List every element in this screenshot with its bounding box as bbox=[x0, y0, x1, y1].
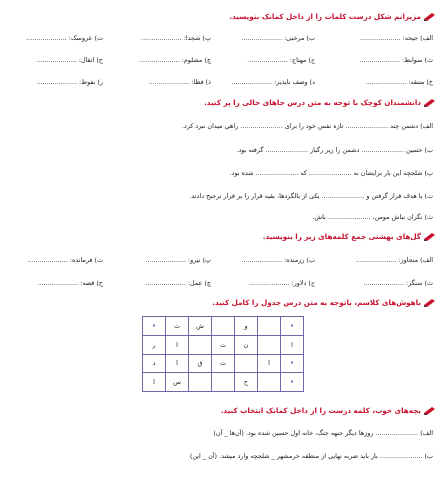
section-3-title: گل‌های بهشتی جمع کلمه‌های زیر را بنویسید. bbox=[262, 232, 421, 241]
item: چ) مشلوم: .................... bbox=[139, 56, 211, 64]
section-3-heading bbox=[263, 230, 435, 244]
item: ح) اتقال: .................... bbox=[36, 56, 103, 64]
grid-cell: ت bbox=[166, 317, 189, 336]
grid-row bbox=[143, 354, 304, 373]
fill-line-2: ب) حسین ..................... دشمن را زیر رگبار ..................... گرفته بود. bbox=[236, 146, 433, 154]
item: د) وصف نایذیر: .................... bbox=[231, 78, 315, 86]
section-3-row-2 bbox=[8, 277, 433, 289]
grid-cell: ر bbox=[143, 335, 166, 354]
item: ث) سوابط: .................... bbox=[359, 56, 433, 64]
grid-cell[interactable] bbox=[258, 317, 281, 336]
grid-cell: ق bbox=[189, 354, 212, 373]
fill-line-1: الف) دشمن چند ..................... تازه نفس خود را برای ..................... راهی میدان نبرد کرد. bbox=[181, 122, 433, 130]
pencil-icon bbox=[424, 407, 435, 415]
item: ج) مهتاج: .................... bbox=[247, 56, 315, 64]
fill-line-5: ث) نگران نباش مومن، ..................... باش. bbox=[312, 213, 433, 221]
section-1-heading bbox=[229, 10, 435, 24]
grid-cell[interactable] bbox=[258, 335, 281, 354]
grid-cell[interactable] bbox=[258, 373, 281, 392]
grid-cell: • bbox=[281, 317, 304, 336]
pencil-icon bbox=[424, 299, 435, 307]
item: خ) متنقه: .................... bbox=[365, 78, 433, 86]
choice-line-1: الف) ..................... روزها دیگر جبهه جنگ، خانه اول حسین شده بود. (آن‌ها _ آن) bbox=[213, 429, 433, 437]
grid-cell: ا bbox=[143, 373, 166, 392]
section-1-title: مزیرانم شکل درست کلمات را از داخل کمانک بنویسید. bbox=[229, 12, 421, 21]
section-1-row-1 bbox=[8, 32, 433, 44]
grid-row bbox=[143, 335, 304, 354]
item: ب) رزمنده: .................... bbox=[241, 256, 315, 264]
grid-cell[interactable] bbox=[212, 317, 235, 336]
item: ذ) فطا: .................... bbox=[148, 78, 211, 86]
grid-cell[interactable] bbox=[189, 373, 212, 392]
item: پ) شجدا: .................... bbox=[141, 34, 211, 42]
pencil-icon bbox=[424, 13, 435, 21]
grid-cell: ت bbox=[212, 354, 235, 373]
section-1-row-3 bbox=[8, 76, 433, 88]
item: ب) مرخبی: .................... bbox=[241, 34, 315, 42]
grid-cell: • bbox=[281, 354, 304, 373]
grid-cell: ت bbox=[212, 335, 235, 354]
item: ح) قصه: .................... bbox=[37, 279, 103, 287]
item: ج) دلاور: .................... bbox=[248, 279, 315, 287]
pencil-icon bbox=[424, 99, 435, 107]
grid-cell[interactable] bbox=[212, 373, 235, 392]
section-3-row-1 bbox=[8, 254, 433, 266]
grid-cell: و bbox=[235, 317, 258, 336]
grid-cell[interactable] bbox=[189, 335, 212, 354]
grid-cell: ا bbox=[166, 335, 189, 354]
item: ت) عروسک: .................... bbox=[26, 34, 103, 42]
grid-cell: ن bbox=[235, 335, 258, 354]
section-2-heading bbox=[204, 96, 435, 110]
fill-line-3: پ) شلجچه این بار برایشان نه ..................... که ..................... شده بود. bbox=[229, 169, 433, 177]
crossword-grid bbox=[142, 316, 304, 392]
section-4-title: باهوش‌های کلاسم، باتوجه به متن درس جدول را کامل کنید. bbox=[212, 298, 421, 307]
grid-cell: ا bbox=[258, 354, 281, 373]
fill-line-4: ت) با هدف قرار گرفتن و ..................... یکی از بالگردها، بقیه قرار را بر قرار ترجیح دادند. bbox=[189, 192, 433, 200]
grid-cell: ح bbox=[235, 373, 258, 392]
grid-row bbox=[143, 317, 304, 336]
grid-row bbox=[143, 373, 304, 392]
item: پ) نیرو: .................... bbox=[145, 256, 211, 264]
grid-cell: ش bbox=[189, 317, 212, 336]
section-1-row-2 bbox=[8, 54, 433, 66]
section-2-title: دانشمندان کوچک با توجه به متن درس جاهای خالی را پر کنید. bbox=[204, 98, 421, 107]
item: الف) جیحه: .................... bbox=[359, 34, 433, 42]
item: ت) فرمانده: .................... bbox=[27, 256, 103, 264]
grid-cell: • bbox=[143, 317, 166, 336]
item: ر) نفوط: .................... bbox=[36, 78, 103, 86]
section-5-heading bbox=[221, 404, 435, 418]
grid-cell: س bbox=[166, 373, 189, 392]
section-4-heading bbox=[212, 296, 435, 310]
item: چ) عمل: .................... bbox=[145, 279, 211, 287]
item: الف) منجاوز: .................... bbox=[355, 256, 433, 264]
choice-line-2: ب) ..................... بار باید ضربه نهایی از منطقه خرمشهر _ شلجچه وارد میشد. (آن _ این) bbox=[189, 452, 433, 460]
grid-cell: د bbox=[143, 354, 166, 373]
grid-cell[interactable] bbox=[235, 354, 258, 373]
pencil-icon bbox=[424, 233, 435, 241]
grid-cell: ا bbox=[281, 335, 304, 354]
grid-cell: ا bbox=[166, 354, 189, 373]
item: ث) سنگر: .................... bbox=[363, 279, 433, 287]
section-5-title: بچه‌های خوب، کلمه درست را از داخل کمانک انتخاب کنید. bbox=[220, 406, 421, 415]
grid-cell: • bbox=[281, 373, 304, 392]
